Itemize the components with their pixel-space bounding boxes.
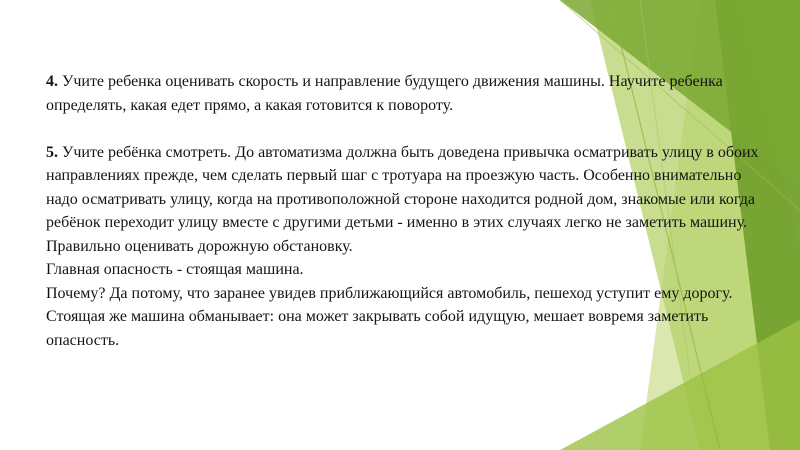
paragraph-4-number: 4.	[46, 73, 58, 90]
paragraph-5-text: Учите ребёнка смотреть. До автоматизма должна быть доведена привычка осматривать улицу в обоих направлениях прежде, чем сделать первый шаг с тротуара на проезжую часть. Особенно внимательно надо осматривать улицу, когда на противоположной стороне находится родной дом, знакомые или когда ребёнок переходит улицу вместе с другими детьми - именно в этих случаях легко не заметить машину.	[46, 143, 759, 231]
line-main-danger: Главная опасность - стоящая машина.	[46, 261, 304, 278]
paragraph-5	[46, 141, 776, 235]
slide-text	[46, 70, 776, 352]
paragraph-4	[46, 70, 776, 117]
line-road-situation: Правильно оценивать дорожную обстановку.	[46, 237, 353, 255]
paragraph-gap	[46, 117, 776, 141]
paragraph-4-text: Учите ребенка оценивать скорость и направление будущего движения машины. Научите ребенка определять, какая едет прямо, а какая готовится к повороту.	[46, 73, 723, 114]
paragraph-5-number: 5.	[46, 143, 58, 161]
line-why: Почему? Да потому, что заранее увидев приближающийся автомобиль, пешеход уступит ему дорогу. Стоящая же машина обманывает: она может закрывать собой идущую, мешает вовремя заметить опасность.	[46, 284, 733, 349]
